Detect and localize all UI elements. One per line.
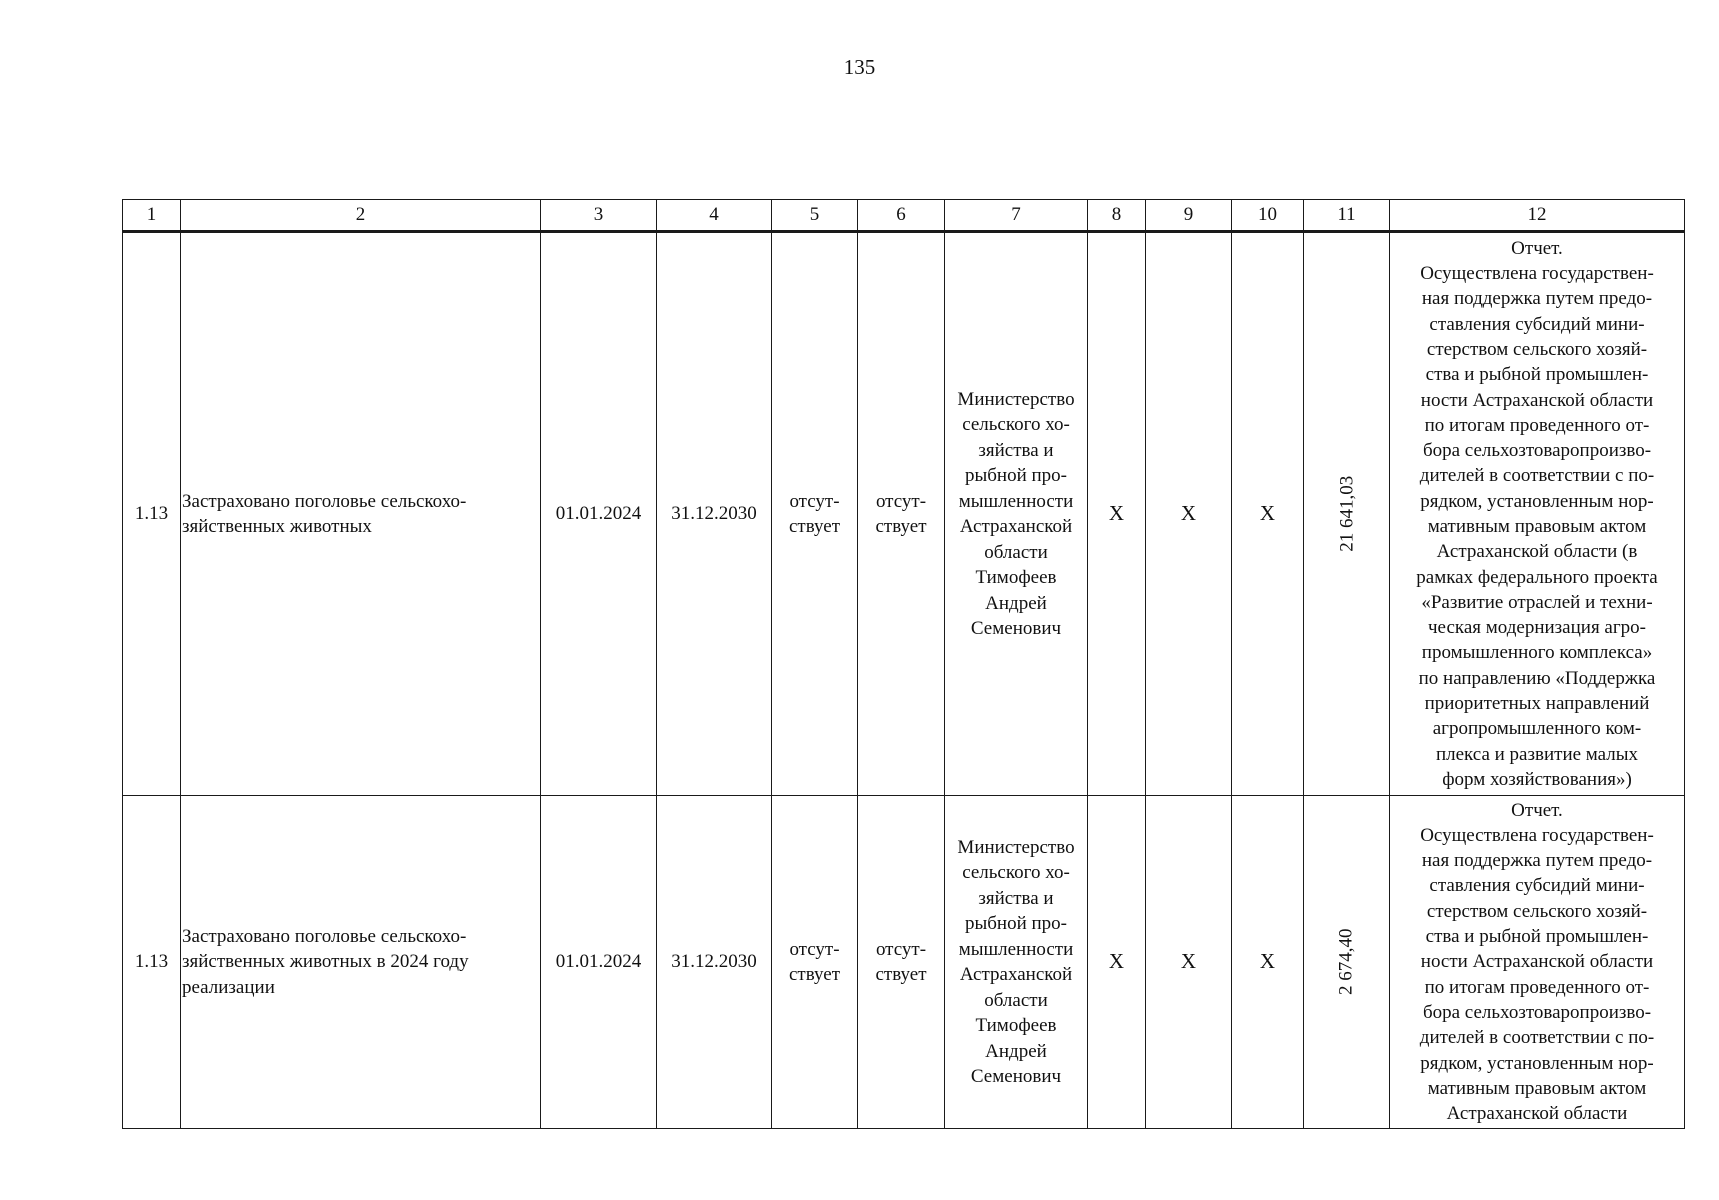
header-cell: 10 [1232, 200, 1304, 232]
column-10-mark: X [1232, 796, 1304, 1129]
responsible-executor: Министерство сельского хо- зяйства и рыбной про- мышленности Астраханской области Тимофеев Андрей Семенович [945, 796, 1088, 1129]
header-cell: 4 [657, 200, 772, 232]
column-8-mark: X [1088, 796, 1146, 1129]
header-cell: 7 [945, 200, 1088, 232]
report-note: Отчет. Осуществлена государствен- ная поддержка путем предо- ставления субсидий мини- стерством сельского хозяй- ства и рыбной промышлен- ности Астраханской области по итогам проведенного от- бора сельхозтоваропроизво- дителей в соответствии с по- рядком, установленным нор- мативным правовым актом Астраханской области (в рамках федерального проекта «Развитие отраслей и техни- ческая модернизация агро- промышленного комплекса» по направлению «Поддержка приоритетных направлений агропромышленного ком- плекса и развитие малых форм хозяйствования») [1390, 232, 1685, 796]
header-cell: 6 [858, 200, 945, 232]
column-9-mark: X [1146, 796, 1232, 1129]
column-9-mark: X [1146, 232, 1232, 796]
header-cell: 11 [1304, 200, 1390, 232]
indicator-name: Застраховано поголовье сельскохо- зяйственных животных в 2024 году реализации [181, 796, 541, 1129]
start-date: 01.01.2024 [541, 232, 657, 796]
amount-cell [1304, 232, 1390, 796]
column-8-mark: X [1088, 232, 1146, 796]
row-number: 1.13 [123, 796, 181, 1129]
end-date: 31.12.2030 [657, 232, 772, 796]
column-6-value: отсут- ствует [858, 232, 945, 796]
report-note: Отчет. Осуществлена государствен- ная поддержка путем предо- ставления субсидий мини- стерством сельского хозяй- ства и рыбной промышлен- ности Астраханской области по итогам проведенного от- бора сельхозтоваропроизво- дителей в соответствии с по- рядком, установленным нор- мативным правовым актом Астраханской области [1390, 796, 1685, 1129]
column-6-value: отсут- ствует [858, 796, 945, 1129]
page-number: 135 [843, 55, 876, 79]
report-table [122, 199, 1685, 1129]
responsible-executor: Министерство сельского хо- зяйства и рыбной про- мышленности Астраханской области Тимофеев Андрей Семенович [945, 232, 1088, 796]
row-number: 1.13 [123, 232, 181, 796]
amount-value: 21 641,03 [1335, 476, 1357, 552]
indicator-name: Застраховано поголовье сельскохо- зяйственных животных [181, 232, 541, 796]
column-5-value: отсут- ствует [772, 796, 858, 1129]
note-title: Отчет. [1511, 799, 1563, 821]
header-cell: 5 [772, 200, 858, 232]
amount-cell [1304, 796, 1390, 1129]
table-row [123, 796, 1685, 1129]
header-cell: 1 [123, 200, 181, 232]
amount-value: 2 674,40 [1335, 928, 1357, 996]
table-row [123, 232, 1685, 796]
header-cell: 12 [1390, 200, 1685, 232]
column-10-mark: X [1232, 232, 1304, 796]
table-header-row [123, 200, 1685, 232]
header-cell: 2 [181, 200, 541, 232]
column-5-value: отсут- ствует [772, 232, 858, 796]
end-date: 31.12.2030 [657, 796, 772, 1129]
start-date: 01.01.2024 [541, 796, 657, 1129]
header-cell: 9 [1146, 200, 1232, 232]
note-title: Отчет. [1511, 237, 1563, 259]
header-cell: 3 [541, 200, 657, 232]
header-cell: 8 [1088, 200, 1146, 232]
